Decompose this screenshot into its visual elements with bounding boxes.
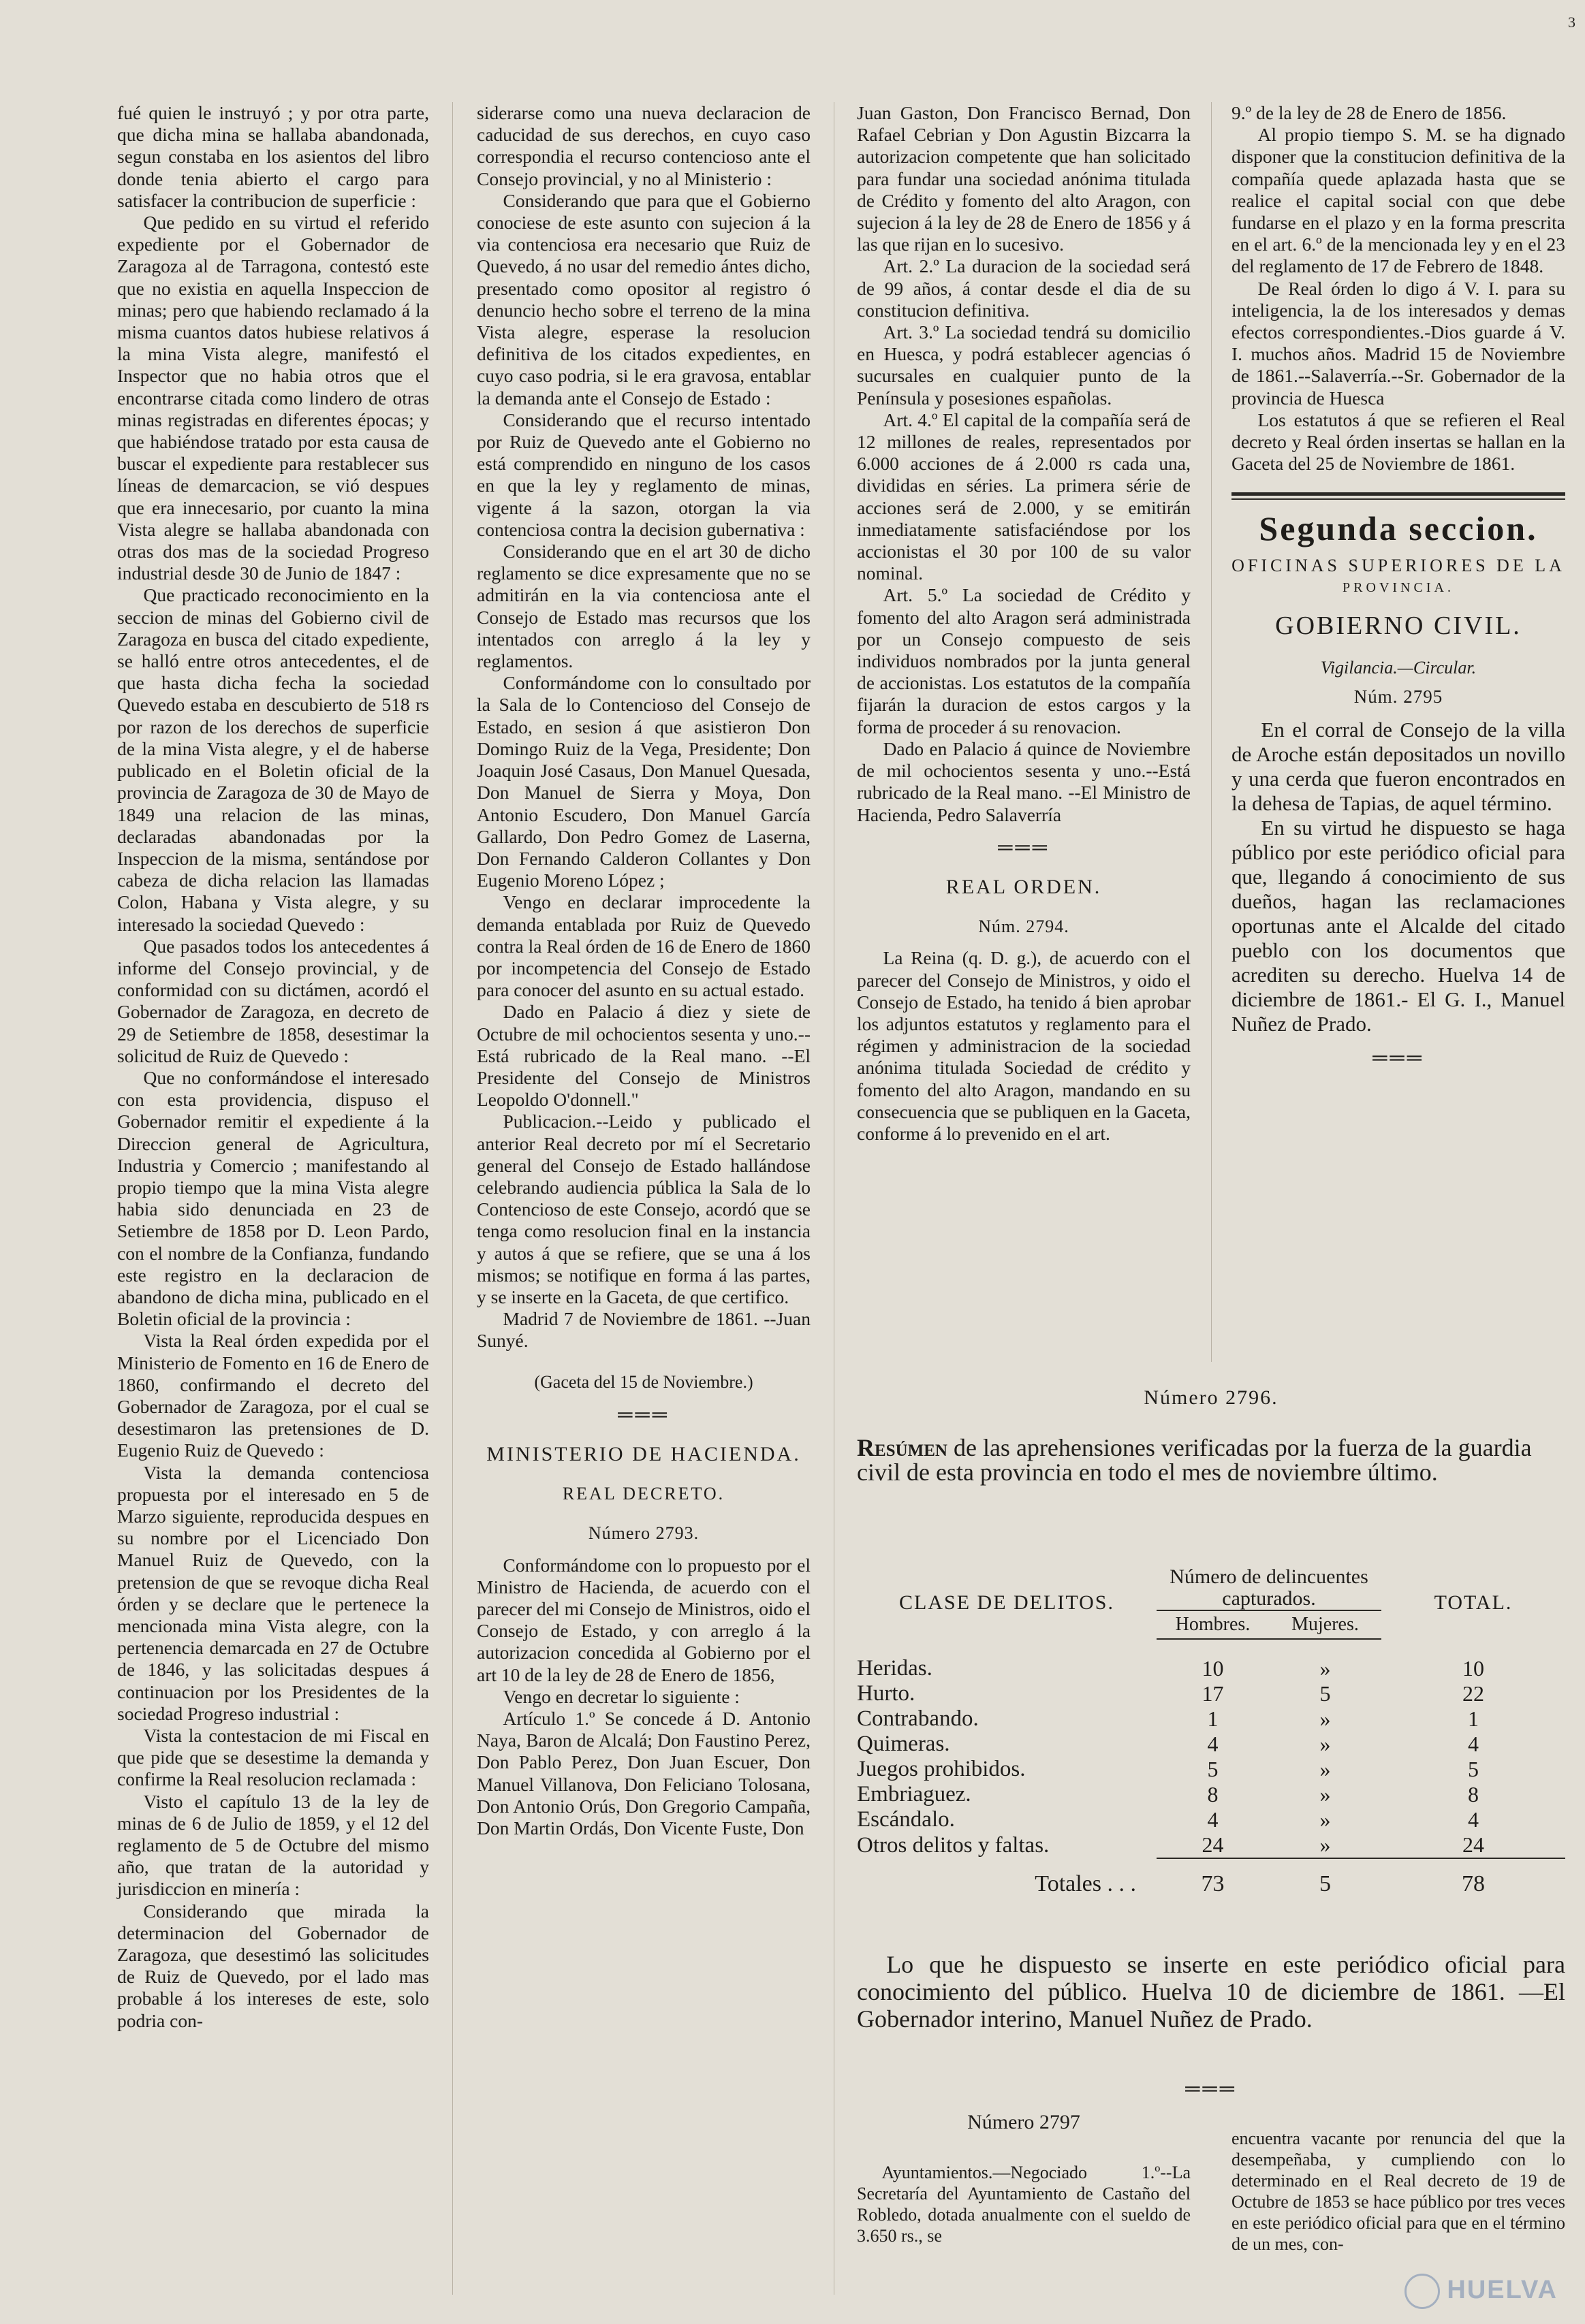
table-row [857,1832,1565,1858]
crime-name: Heridas. [857,1656,932,1681]
paragraph: Conformándome con lo consultado por la Sala de lo Contencioso del Consejo de Estado, en sesion á que asistieron Don Domingo Ruiz de la Vega, Presidente; Don Joaquin José Casaus, Don Manuel Quesada, Don Manuel de Sierra y Moya, Don Antonio Escudero, Don Manuel García Gallardo, Don Pedro Gomez de Laserna, Don Fernando Calderon Collantes y Don Eugenio Moreno López ; [477,672,811,891]
column-1 [117,102,429,2032]
total-value: 5 [1468,1757,1479,1781]
mujeres-value: » [1319,1656,1331,1681]
paragraph: Vista la Real órden expedida por el Ministerio de Fomento en 16 de Enero de 1860, confirmando el decreto del Gobernador de Zaragoza, por el cual se desestimaron las pretensiones de D. Eugenio Ruiz de Quevedo : [117,1330,429,1461]
gobierno-civil-heading: GOBIERNO CIVIL. [1275,611,1522,641]
paragraph: Que no conformándose el interesado con esta providencia, dispuso el Gobernador remitir el expediente á la Direccion general de Agricultura, Industria y Comercio ; manifestando al propio tiempo que la mina Vista alegre habia sido denunciada en 23 de Setiembre de 1858 por D. Leon Pardo, con el nombre de la Confianza, fundando este registro en la declaracion de abandono de dicha mina, publicado en el Boletin oficial de la provincia : [117,1066,429,1330]
crime-name: Quimeras. [857,1732,950,1756]
paragraph: Los estatutos á que se refieren el Real decreto y Real órden insertas se hallan en la Gaceta del 25 de Noviembre de 1861. [1231,409,1565,475]
notice-number: Número 2797 [967,2111,1080,2133]
paragraph: Publicacion.--Leido y publicado el anterior Real decreto por mí el Secretario general del Consejo de Estado hallándose celebrando audiencia pública la Sala de lo Contencioso de este Consejo, acordó que se tenga como resolucion final en la instancia y autos á que se refiere, que se una á los mismos; se notifique en forma á las partes, y se inserte en la Gaceta, de que certifico. [477,1111,811,1307]
paragraph: fué quien le instruyó ; y por otra parte, que dicha mina se hallaba abandonada, segun constaba en los asientos del libro donde tenia abierto el cargo para satisfacer la contribucion de superficie : [117,102,429,211]
paragraph: Considerando que para que el Gobierno conociese de este asunto con sujecion á la via contenciosa era necesario que Ruiz de Quevedo, á no usar del remedio ántes dicho, presentado como opositor al registro ó denuncio hecho sobre el terreno de la mina Vista alegre, esperase la resolucion definitiva de los citados expedientes, en cuyo caso podria, si le era gravosa, entablar la demanda ante el Consejo de Estado : [477,189,811,409]
separator: ═══ [1185,2078,1237,2100]
crimes-table [857,1566,1565,1897]
total-value: 8 [1468,1782,1479,1806]
total-value: 4 [1468,1732,1479,1756]
real-orden-heading: REAL ORDEN. [945,875,1102,898]
paragraph: Artículo 1.º Se concede á D. Antonio Naya, Baron de Alcalá; Don Faustino Perez, Don Pablo Perez, Don Juan Escuer, Don Manuel Villanova, Don Feliciano Tolosana, Don Antonio Orús, Don Gregorio Campaña, Don Martin Ordás, Don Vicente Fuste, Don [477,1708,811,1839]
paragraph: Art. 4.º El capital de la compañía será de 12 millones de reales, representados por 6.000 acciones de á 2.000 rs cada una, divididas en séries. La primera série de acciones será de 2.000, y se emitirán inmediatamente satisfaciéndose por los accionistas el 30 por 100 de su valor nominal. [857,409,1191,584]
paragraph: Vista la demanda contenciosa propuesta por el interesado en 5 de Marzo siguiente, reproducida despues en su nombre por el Licenciado Don Manuel Ruiz de Quevedo, con la pretension de que se revoque dicha Real órden y se declare que le pertenece la mencionada mina Vista alegre, con la pertenencia demarcada en 27 de Octubre de 1846, y las solicitadas despues á continuacion por los Presidentes de la sociedad Progreso industrial : [117,1461,429,1724]
hombres-value: 24 [1202,1832,1224,1857]
hombres-value: 5 [1207,1757,1219,1781]
column-divider [452,102,453,2295]
closing-paragraph: Lo que he dispuesto se inserte en este periódico oficial para conocimiento del público. Huelva 10 de diciembre de 1861. —El Gobernador interino, Manuel Nuñez de Prado. [857,1951,1565,2033]
total-value: 22 [1462,1681,1484,1706]
separator: ═══ [998,835,1050,859]
column-4 [1231,102,1565,1080]
paragraph: Considerando que mirada la determinacion del Gobernador de Zaragoza, que desestimó las solicitudes de Ruiz de Quevedo, por el lado mas probable á los intereses de este, solo podria con- [117,1900,429,2031]
table-row [857,1757,1565,1782]
crime-name: Hurto. [857,1681,915,1706]
crime-name: Embriaguez. [857,1782,971,1806]
ayuntamientos-continuation: encuentra vacante por renuncia del que la desempeñaba, y cumpliendo con lo determinado en el Real decreto de 19 de Octubre de 1853 se hace público por tres veces en este periódico oficial para que en el término de un mes, con- [1231,2129,1565,2254]
ministerio-heading: MINISTERIO DE HACIENDA. [486,1442,801,1465]
paragraph: Que practicado reconocimiento en la seccion de minas del Gobierno civil de Zaragoza en busca del citado expediente, se halló entre otros antecedentes, el de que hasta dicha fecha la sociedad Quevedo estaba en descubierto de 518 rs por razon de los derechos de superficie de la mina Vista alegre, y el de haberse publicado en el Boletin oficial de la provincia de Zaragoza de 30 de Mayo de 1849 una relacion de las minas, declaradas abandonadas por la Inspeccion de la misma, sentándose por cabeza de dicha relacion las llamadas Colon, Habana y Vista alegre, y su interesado la sociedad Quevedo : [117,584,429,935]
mujeres-value: » [1319,1757,1331,1781]
paragraph: Conformándome con lo propuesto por el Ministro de Hacienda, de acuerdo con el parecer del mi Consejo de Ministros, oido el Consejo de Estado, y con arreglo á la autorizacion concedida al Gobierno por el art 10 de la ley de 28 de Enero de 1856, [477,1554,811,1685]
table-row [857,1656,1565,1681]
paragraph: Art. 5.º La sociedad de Crédito y fomento del alto Aragon será administrada por un Consejo compuesto de seis individuos nombrados por la junta general de accionistas. Los estatutos de la compañía fijarán la duracion de estos cargos y la forma de proceder á su renovacion. [857,584,1191,737]
mujeres-value: » [1319,1732,1331,1756]
paragraph: En su virtud he dispuesto se haga público por este periódico oficial para que, llegando á conocimiento de sus dueños, hagan las reclamaciones oportunas ante el Alcalde del citado pueblo con los documentos que acrediten su derecho. Huelva 14 de diciembre de 1861.- El G. I., Manuel Nuñez de Prado. [1231,815,1565,1036]
table-row [857,1732,1565,1757]
resumen-lead: Resúmen [857,1434,947,1461]
page-number: 3 [1568,14,1575,31]
column-2 [477,102,811,1839]
hombres-value: 17 [1202,1681,1224,1706]
hombres-value: 1 [1207,1706,1219,1731]
seal-icon [1404,2274,1440,2309]
column-3 [857,102,1191,1145]
order-number: Núm. 2794. [978,917,1069,937]
real-decreto-heading: REAL DECRETO. [562,1484,725,1504]
column-header-numero: Número de delincuentes capturados. [1170,1565,1368,1610]
paragraph: Vengo en decretar lo siguiente : [503,1685,740,1707]
paragraph: Vista la contestacion de mi Fiscal en que pide que se desestime la demanda y confirme la Real resolucion reclamada : [117,1725,429,1790]
hombres-value: 4 [1207,1732,1219,1756]
paragraph: Juan Gaston, Don Francisco Bernad, Don Rafael Cebrian y Don Agustin Bizcarra la autorizacion competente que han solicitado para fundar una sociedad anónima titulada de Crédito y fomento del alto Aragon, con sujecion á la ley de 28 de Enero de 1856 y á las que rijan en lo sucesivo. [857,102,1191,255]
crime-name: Contrabando. [857,1706,979,1731]
paragraph: La Reina (q. D. g.), de acuerdo con el parecer del Consejo de Ministros, y oido el Consejo de Estado, ha tenido á bien aprobar los adjuntos estatutos y reglamento para el régimen y administracion de la sociedad anónima titulada Sociedad de crédito y fomento del alto Aragon, mandando en su consecuencia que se publiquen en la Gaceta, conforme á lo prevenido en el art. [857,947,1191,1144]
total-value: 1 [1468,1706,1479,1731]
total-value: 24 [1462,1832,1484,1857]
totals-mujeres: 5 [1319,1871,1331,1896]
offices-heading: OFICINAS SUPERIORES DE LA [1231,555,1565,575]
mujeres-value: 5 [1319,1681,1331,1706]
crime-name: Otros delitos y faltas. [857,1832,1050,1858]
table-row [857,1706,1565,1732]
circular-number: Núm. 2795 [1353,686,1443,707]
paragraph: De Real órden lo digo á V. I. para su inteligencia, la de los interesados y demas efectos correspondientes.-Dios guarde á V. I. muchos años. Madrid 15 de Noviembre de 1861.--Salaverría.--Sr. Gobernador de la provincia de Huesca [1231,277,1565,409]
gaceta-reference: (Gaceta del 15 de Noviembre.) [534,1371,753,1392]
section-rule [1231,492,1565,500]
table-row [857,1782,1565,1807]
decree-number: Número 2793. [588,1523,700,1544]
mujeres-value: » [1319,1782,1331,1806]
crime-name: Juegos prohibidos. [857,1757,1026,1781]
totals-hombres: 73 [1201,1871,1225,1896]
column-header-clase: CLASE DE DELITOS. [899,1591,1114,1614]
column-header-hombres: Hombres. [1157,1610,1269,1639]
paragraph: Dado en Palacio á quince de Noviembre de mil ochocientos sesenta y uno.--Está rubricado de la Real mano. --El Ministro de Hacienda, Pedro Salaverría [857,737,1191,825]
paragraph: Dado en Palacio á diez y siete de Octubre de mil ochocientos sesenta y uno.--Está rubricado de la Real mano. --El Presidente del Consejo de Ministros Leopoldo O'donnell." [477,1001,811,1111]
mujeres-value: » [1319,1706,1331,1731]
table-row [857,1807,1565,1832]
separator: ═══ [618,1403,670,1426]
totals-total: 78 [1462,1871,1485,1896]
mujeres-value: » [1319,1807,1331,1832]
paragraph: Art. 3.º La sociedad tendrá su domicilio en Huesca, y podrá establecer agencias ó sucursales en cualquier punto de la Península y posesiones españolas. [857,321,1191,409]
province-heading: PROVINCIA. [1343,579,1454,595]
paragraph: Que pasados todos los antecedentes á informe del Consejo provincial, y de conformidad con su dictámen, acordó el Gobernador de Zaragoza, en decreto de 29 de Setiembre de 1858, desestimar la solicitud de Ruiz de Quevedo : [117,935,429,1066]
hombres-value: 4 [1207,1807,1219,1832]
paragraph: 9.º de la ley de 28 de Enero de 1856. [1231,102,1507,123]
paragraph: Visto el capítulo 13 de la ley de minas de 6 de Julio de 1859, y el 12 del reglamento de 5 de Octubre del mismo año, que tratan de la autoridad y jurisdiccion en minería : [117,1790,429,1900]
paragraph: siderarse como una nueva declaracion de caducidad de sus derechos, en cuyo caso correspondia el recurso contencioso ante el Consejo provincial, y no al Ministerio : [477,102,811,189]
totals-label: Totales . . . [1035,1871,1136,1896]
crime-name: Escándalo. [857,1807,955,1832]
paragraph: En el corral de Consejo de la villa de Aroche están depositados un novillo y una cerda que fueron encontrados en la dehesa de Tapias, de aquel término. [1231,717,1565,815]
section-heading: Segunda seccion. [1259,509,1538,548]
total-value: 4 [1468,1807,1479,1832]
paragraph: Considerando que en el art 30 de dicho reglamento se dice expresamente que no se admitirán en la via contenciosa ante el Consejo de Estado mas recursos que los intentados con arreglo á la ley y reglamentos. [477,541,811,672]
hombres-value: 10 [1202,1656,1224,1681]
ayuntamientos-notice: Ayuntamientos.—Negociado 1.º--La Secretaría del Ayuntamiento de Castaño del Robledo, dotada anualmente con el sueldo de 3.650 rs., se [857,2163,1191,2246]
paragraph: Vengo en declarar improcedente la demanda entablada por Ruiz de Quevedo contra la Real órden de 16 de Enero de 1860 por incompetencia del Consejo de Estado para conocer del asunto en su actual estado. [477,891,811,1001]
resumen-title [857,1435,1565,1484]
vigilancia-subheading: Vigilancia.—Circular. [1320,658,1477,678]
paragraph: Art. 2.º La duracion de la sociedad será de 99 años, á contar desde el dia de su constitucion definitiva. [857,255,1191,321]
column-divider [1211,102,1212,1362]
paragraph: Considerando que el recurso intentado por Ruiz de Quevedo ante el Gobierno no está comprendido en ninguno de los casos en que la ley y reglamento de minas, vigente á la sazon, otorgan la via contenciosa contra la decision gubernativa : [477,409,811,540]
totals-row [857,1859,1565,1897]
hombres-value: 8 [1207,1782,1219,1806]
column-header-total: TOTAL. [1434,1591,1513,1614]
paragraph: Al propio tiempo S. M. se ha dignado disponer que la constitucion definitiva de la compañía quede aplazada hasta que se realice el capital social con que debe fundarse en el plazo y en la forma prescrita en el art. 6.º de la mencionada ley y en el 23 del reglamento de 17 de Febrero de 1848. [1231,124,1565,277]
resumen-number: Número 2796. [1144,1386,1278,1409]
dateline: Madrid 7 de Noviembre de 1861. --Juan Sunyé. [477,1308,811,1352]
mujeres-value: » [1319,1832,1331,1857]
archive-watermark [1404,2274,1558,2309]
resumen-rest: de las aprehensiones verificadas por la fuerza de la guardia civil de esta provincia en todo el mes de noviembre último. [857,1434,1532,1486]
watermark-text: HUELVA [1447,2276,1558,2305]
table-row [857,1681,1565,1706]
separator: ═══ [1372,1046,1424,1069]
total-value: 10 [1462,1656,1484,1681]
paragraph: Que pedido en su virtud el referido expediente por el Gobernador de Zaragoza al de Tarragona, contestó este que no existia en aquella Inspeccion de minas; pero que habiendo reclamado á la misma cuantos datos hubiese relativos á la mina Vista alegre, manifestó el Inspector que no habia otros que el encontrarse citada como lindero de otras minas registradas en diferentes épocas; y que habiéndose tratado por esta causa de buscar el expediente para restablecer sus líneas de demarcacion, se vió despues que era innecesario, por cuanto la mina Vista alegre se hallaba abandonada con otras dos mas de la sociedad Progreso industrial desde 30 de Junio de 1847 : [117,212,429,584]
column-header-mujeres: Mujeres. [1269,1610,1381,1639]
